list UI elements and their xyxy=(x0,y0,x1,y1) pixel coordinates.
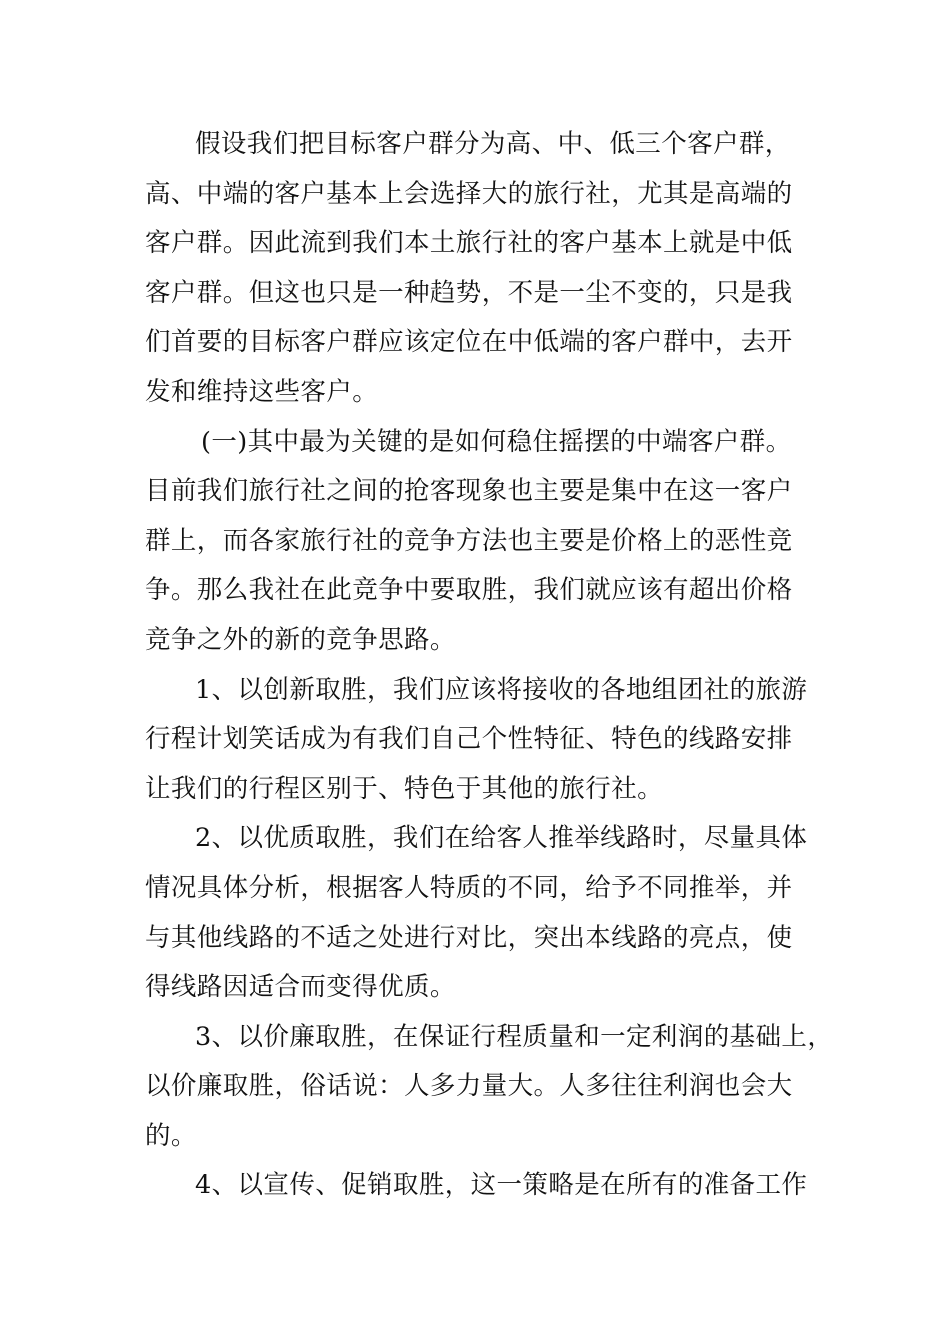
paragraph-1-line-5: 们首要的目标客户群应该定位在中低端的客户群中，去开 xyxy=(145,327,793,358)
paragraph-1-line-2: 高、中端的客户基本上会选择大的旅行社，尤其是高端的 xyxy=(145,178,793,209)
paragraph-4-line-3: 与其他线路的不适之处进行对比，突出本线路的亮点，使 xyxy=(145,922,793,953)
paragraph-3-line-2: 行程计划笑话成为有我们自己个性特征、特色的线路安排 xyxy=(145,724,793,755)
paragraph-2-line-5: 竞争之外的新的竞争思路。 xyxy=(145,624,456,655)
paragraph-2-line-2: 目前我们旅行社之间的抢客现象也主要是集中在这一客户 xyxy=(145,476,793,507)
document-body xyxy=(145,120,834,1211)
paragraph-5-line-1: 3、以价廉取胜，在保证行程质量和一定利润的基础上， xyxy=(195,1021,834,1052)
paragraph-1-line-3: 客户群。因此流到我们本土旅行社的客户基本上就是中低 xyxy=(145,228,793,259)
paragraph-5-line-2: 以价廉取胜，俗话说：人多力量大。人多往往利润也会大 xyxy=(145,1071,793,1102)
paragraph-6-line-1: 4、以宣传、促销取胜，这一策略是在所有的准备工作 xyxy=(195,1170,808,1201)
paragraph-2-line-1: (一)其中最为关键的是如何稳住摇摆的中端客户群。 xyxy=(201,426,792,457)
paragraph-2-line-4: 争。那么我社在此竞争中要取胜，我们就应该有超出价格 xyxy=(145,575,793,606)
paragraph-2-line-3: 群上，而各家旅行社的竞争方法也主要是价格上的恶性竞 xyxy=(145,525,793,556)
paragraph-3-line-3: 让我们的行程区别于、特色于其他的旅行社。 xyxy=(145,773,664,804)
paragraph-1-line-6: 发和维持这些客户。 xyxy=(145,376,379,407)
paragraph-4-line-2: 情况具体分析，根据客人特质的不同，给予不同推举，并 xyxy=(145,872,793,903)
paragraph-4-line-4: 得线路因适合而变得优质。 xyxy=(145,972,456,1003)
paragraph-1-line-1: 假设我们把目标客户群分为高、中、低三个客户群， xyxy=(195,129,791,159)
paragraph-3-line-1: 1、以创新取胜，我们应该将接收的各地组团社的旅游 xyxy=(195,674,808,705)
paragraph-1-line-4: 客户群。但这也只是一种趋势，不是一尘不变的，只是我 xyxy=(145,277,793,308)
paragraph-4-line-1: 2、以优质取胜，我们在给客人推举线路时，尽量具体 xyxy=(195,823,808,854)
paragraph-5-line-3: 的。 xyxy=(145,1120,197,1151)
